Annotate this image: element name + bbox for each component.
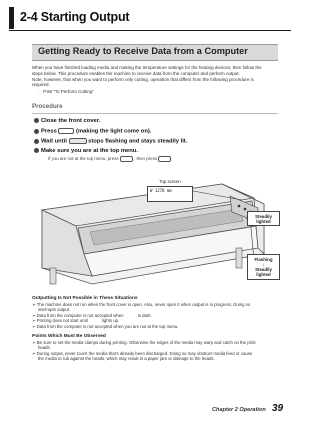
intro-line: steps below. This procedure enables the machine to receive data from the computer and perform output. bbox=[32, 70, 240, 76]
section-title: Getting Ready to Receive Data from a Computer bbox=[38, 46, 248, 56]
top-screen-display bbox=[147, 186, 193, 202]
procedure-rule bbox=[32, 113, 278, 114]
section-band bbox=[32, 44, 278, 61]
points-heading: Points Which Must Be Observed bbox=[32, 334, 106, 339]
step-number-icon bbox=[34, 129, 39, 134]
list-item: the media to rub against the heads, which may result in a paper jam or damage to the heads. bbox=[32, 356, 215, 362]
step-text: Close the front cover. bbox=[41, 118, 101, 125]
step-4-note bbox=[48, 156, 171, 162]
intro-line: When you have finished loading media and making the temperature settings for the heating devices, then follow the bbox=[32, 65, 262, 70]
title-accent-bar bbox=[9, 7, 14, 29]
list-item: ➢ The machine does not run when the front cover is open. Also, never open it when output is in progress. Doing so bbox=[32, 302, 251, 307]
list-item: ➢ Data from the computer is not accepted when is dark. bbox=[32, 312, 152, 318]
step-number-icon bbox=[34, 139, 39, 144]
note-text: If you are not at the top menu, press bbox=[48, 156, 119, 162]
intro-text bbox=[32, 65, 282, 95]
title-rule bbox=[9, 30, 291, 31]
flashing-label: Flashing bbox=[254, 257, 273, 262]
list-item: ➢ During output, never touch the media that's already been discharged. Doing so may obstruct media feed or cause bbox=[32, 350, 253, 356]
list-item: heads. bbox=[32, 345, 51, 351]
page-title: 2-4 Starting Output bbox=[20, 10, 130, 24]
note-text: , then press bbox=[134, 156, 157, 162]
step-text: Press bbox=[41, 128, 57, 135]
list-item: ➢ Be sure to set the media clamps during printing. Otherwise the edges of the media may warp and catch on the print bbox=[32, 340, 256, 345]
step-text: stops flashing and stays steadily lit. bbox=[88, 138, 188, 145]
procedure-heading: Procedure bbox=[32, 103, 63, 110]
top-screen-label: Top screen bbox=[159, 179, 181, 184]
page-title-bar bbox=[9, 7, 291, 29]
flashing-to-label: Steadily lighted bbox=[255, 267, 272, 277]
steadily-lighted-label: Steadily lighted bbox=[255, 214, 272, 224]
arrow-down-icon: ↓ bbox=[262, 262, 265, 267]
top-screen-text: W 1270 mm bbox=[150, 188, 172, 193]
step-number-icon bbox=[34, 118, 39, 123]
outputting-heading: Outputting Is Not Possible in These Situations bbox=[32, 296, 138, 301]
step-2 bbox=[34, 128, 151, 135]
step-text: Wait until bbox=[41, 138, 67, 145]
intro-line: required. bbox=[32, 82, 50, 88]
list-item: interrupts output. bbox=[32, 307, 71, 313]
footer-chapter-label: Chapter 2 Operation bbox=[212, 407, 266, 413]
step-number-icon bbox=[34, 148, 39, 153]
step-1 bbox=[34, 118, 100, 124]
step-3 bbox=[34, 138, 187, 145]
intro-line: Note, however, that when you want to perform only cutting, operation that differs from the following procedure is bbox=[32, 76, 254, 82]
menu-key-icon bbox=[120, 156, 133, 162]
page-number: 39 bbox=[272, 403, 284, 414]
points-list bbox=[32, 340, 282, 362]
step-text: Make sure you are at the top menu. bbox=[41, 148, 138, 155]
outputting-list bbox=[32, 302, 282, 329]
list-item: ➢ Data from the computer is not accepted when you are not at the top menu. bbox=[32, 323, 179, 329]
left-arrow-key-icon bbox=[158, 156, 171, 162]
list-item: ➢ Printing does not start until lights up. bbox=[32, 318, 120, 324]
reference-link[interactable]: ☞ P.68 "To Perform Cutting" bbox=[38, 89, 94, 95]
flashing-callout bbox=[247, 254, 280, 280]
steadily-lighted-callout bbox=[247, 211, 280, 226]
step-text: (making the light come on). bbox=[76, 128, 152, 135]
setup-key-icon bbox=[58, 128, 74, 134]
step-4 bbox=[34, 148, 138, 154]
base-point-lamp-icon bbox=[69, 138, 87, 144]
